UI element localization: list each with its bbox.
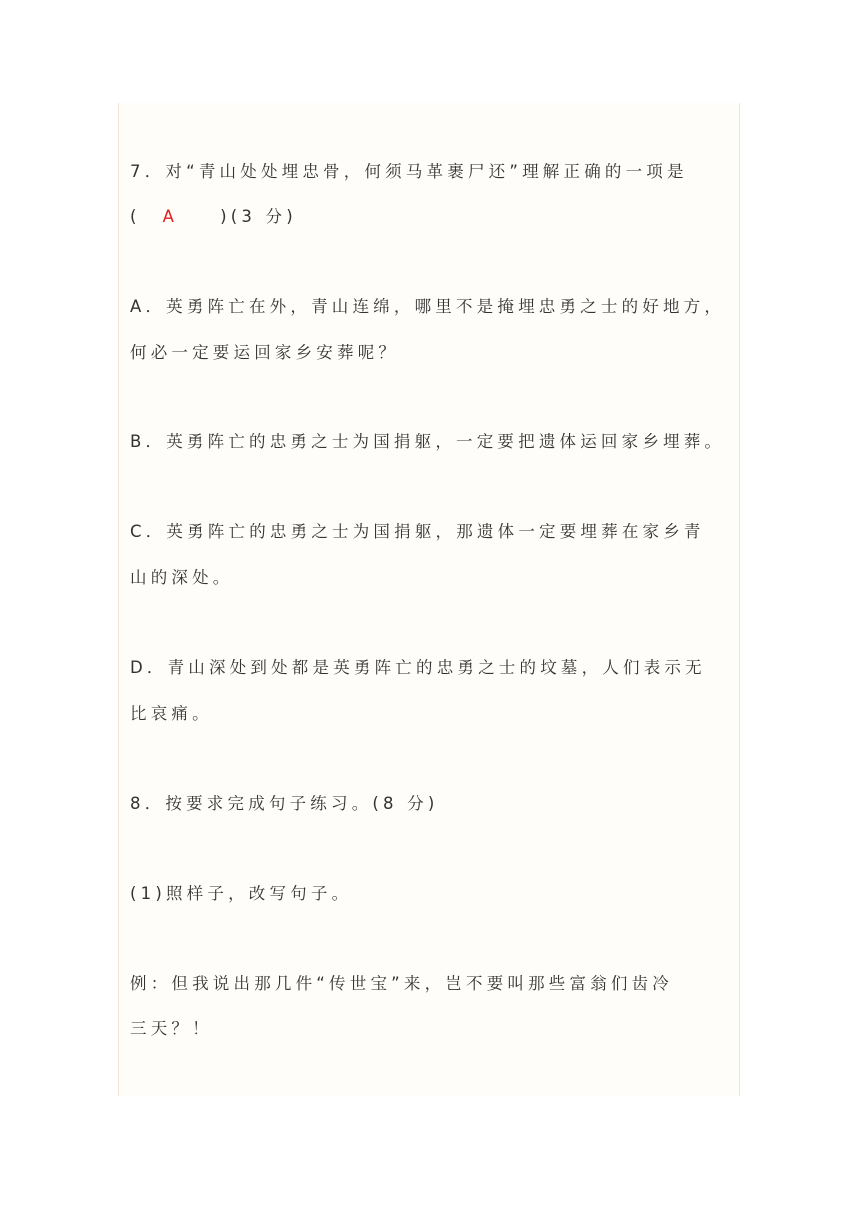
- option-a-line1: A．英勇阵亡在外，青山连绵，哪里不是掩埋忠勇之士的好地方，: [130, 297, 726, 316]
- question-8-stem: 8．按要求完成句子练习。(8 分): [130, 794, 439, 813]
- example-line2: 三天？！: [130, 1019, 213, 1038]
- option-c-line2: 山的深处。: [130, 568, 234, 587]
- answer-value: A: [162, 207, 179, 226]
- option-b-line1: B．英勇阵亡的忠勇之士为国捐躯，一定要把遗体运回家乡埋葬。: [130, 432, 726, 451]
- option-c-line1: C．英勇阵亡的忠勇之士为国捐躯，那遗体一定要埋葬在家乡青: [130, 522, 705, 541]
- question-7-answer-line: [130, 205, 297, 229]
- answer-paren-close-score: )(3 分): [220, 207, 297, 226]
- example-line1: 例：但我说出那几件“传世宝”来，岂不要叫那些富翁们齿冷: [130, 974, 673, 993]
- question-8-sub1: (1)照样子，改写句子。: [130, 884, 353, 903]
- question-7-stem: 7．对“青山处处埋忠骨，何须马革裹尸还”理解正确的一项是: [130, 162, 688, 181]
- option-d-line2: 比哀痛。: [130, 704, 213, 723]
- option-d-line1: D．青山深处到处都是英勇阵亡的忠勇之士的坟墓，人们表示无: [130, 658, 706, 677]
- content-card: [118, 103, 740, 1096]
- answer-paren-open: (: [130, 207, 141, 226]
- option-a-line2: 何必一定要运回家乡安葬呢？: [130, 343, 400, 362]
